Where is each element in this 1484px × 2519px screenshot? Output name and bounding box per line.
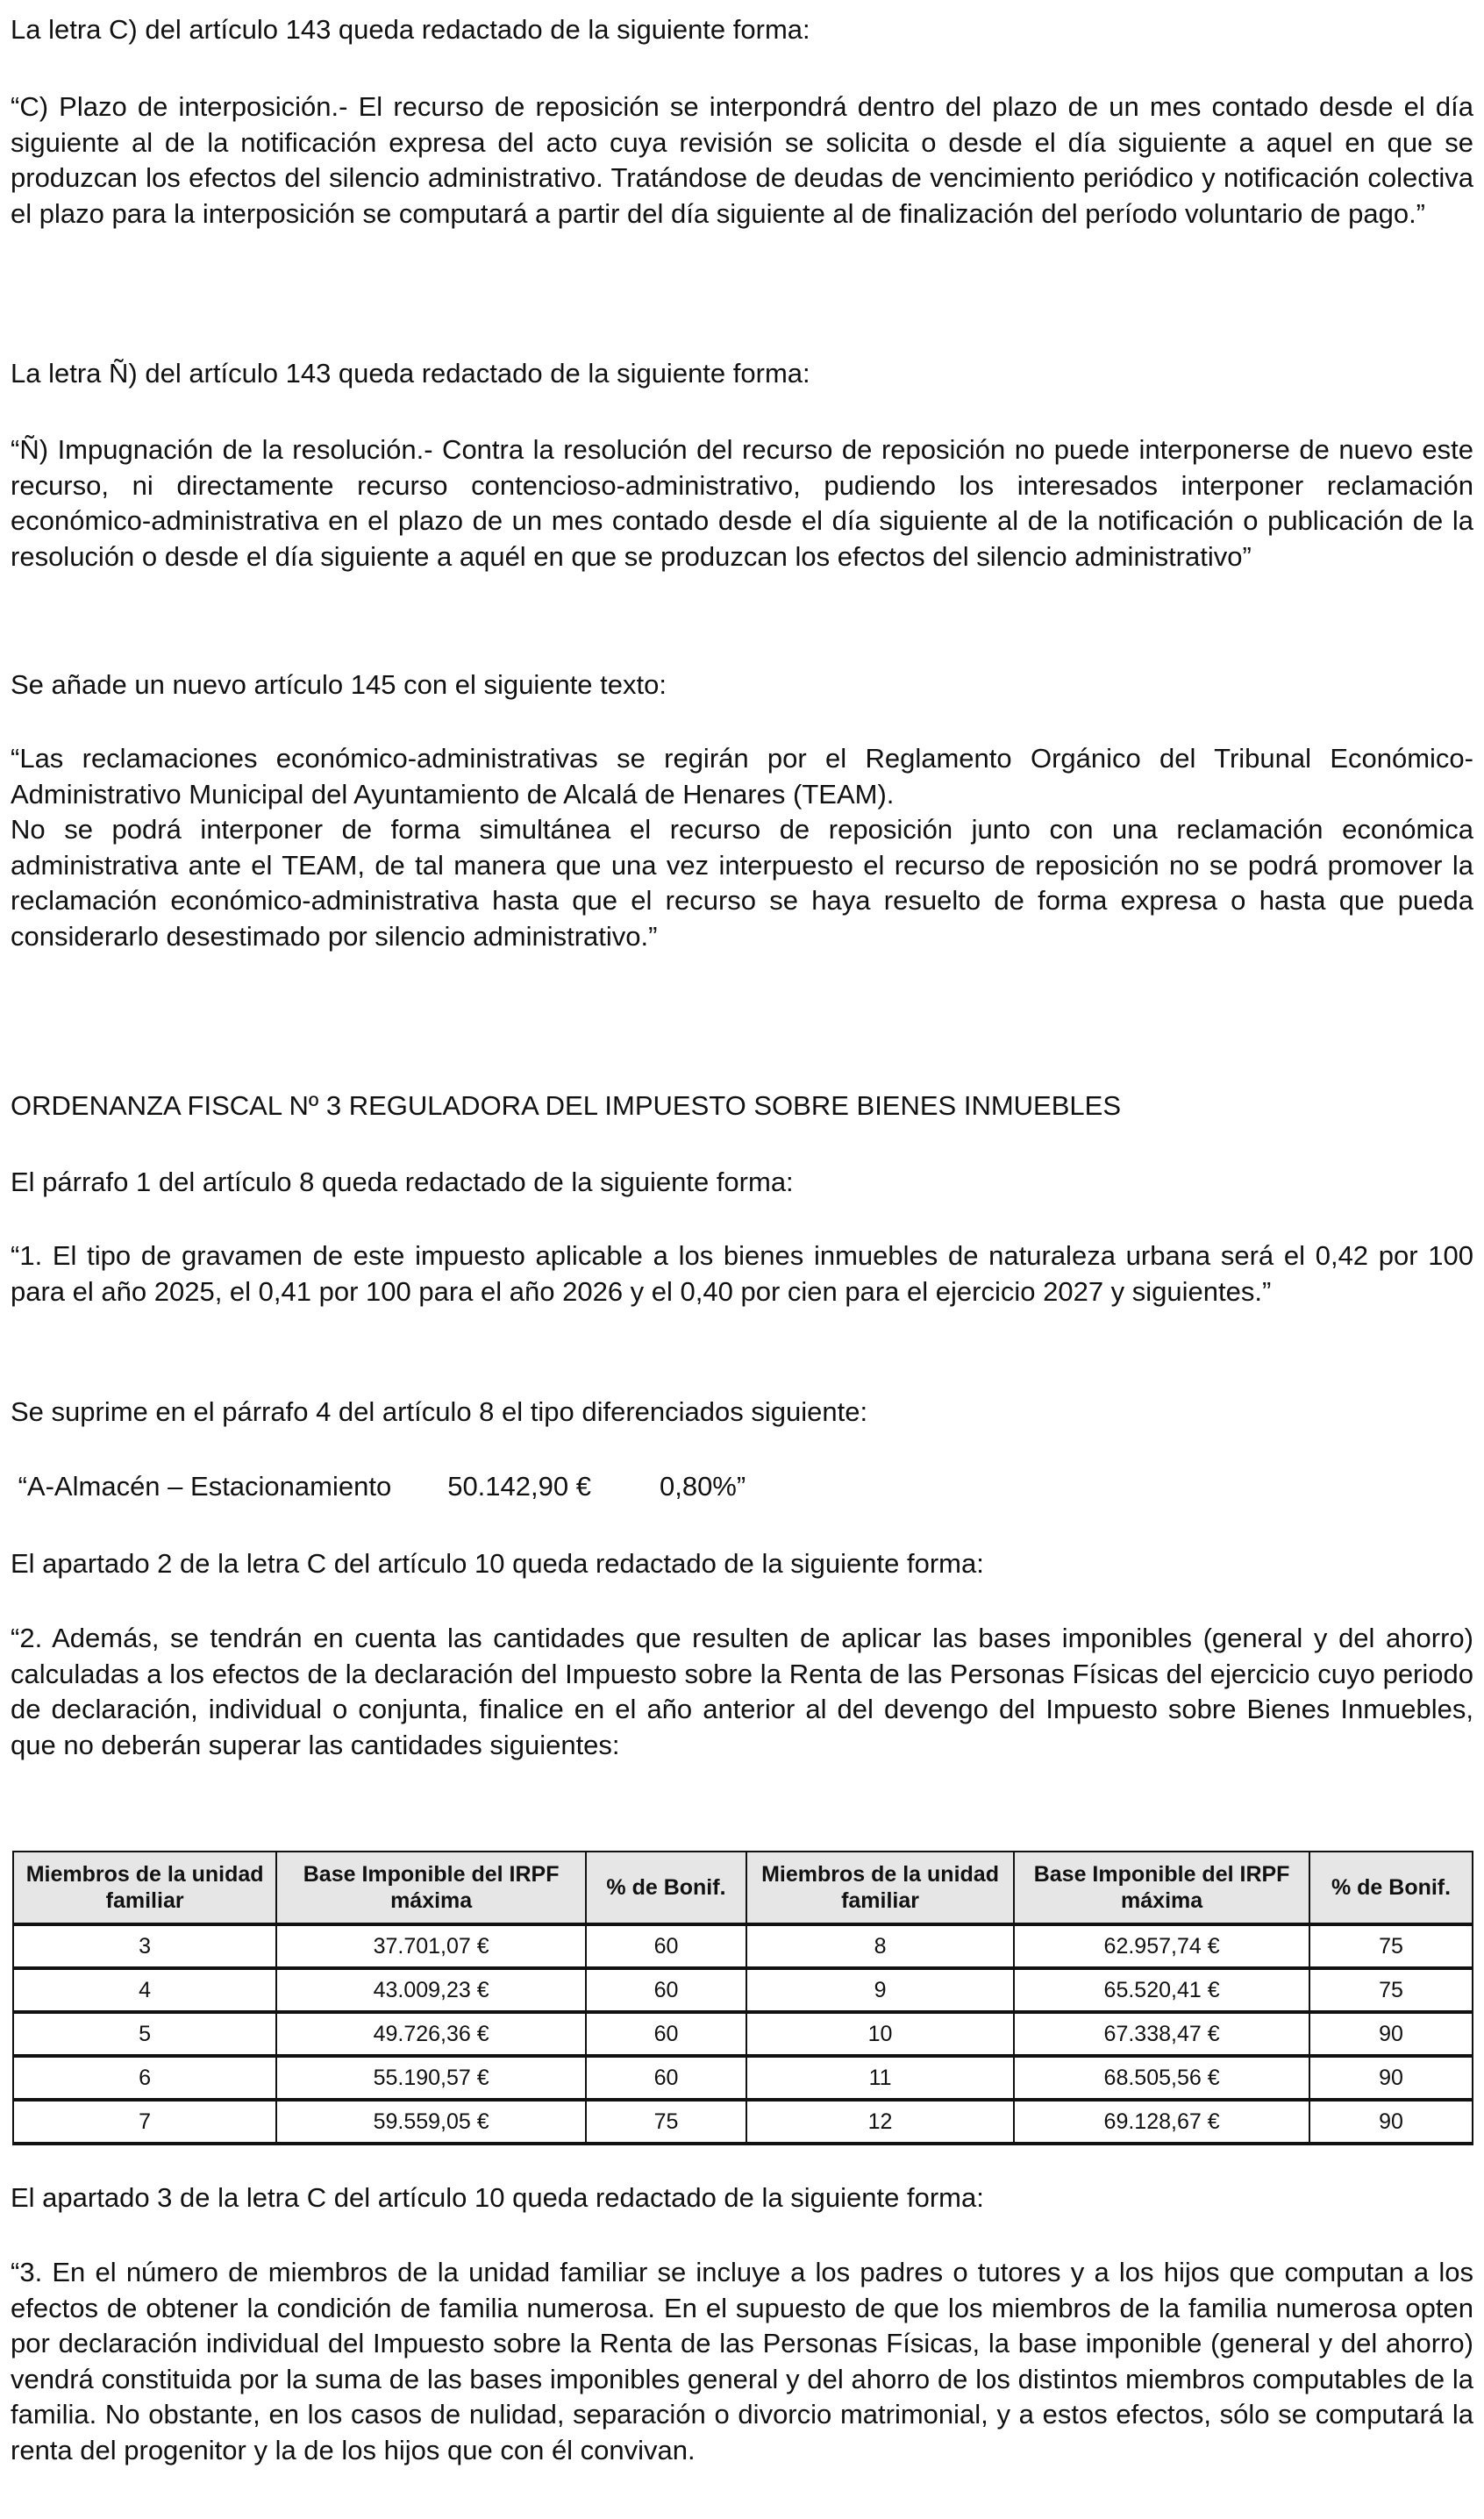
table-row: [13, 1968, 1473, 2012]
paragraph-intro-letra-n: La letra Ñ) del artículo 143 queda redactado de la siguiente forma:: [11, 358, 810, 389]
cell-miembros: 7: [13, 2100, 276, 2144]
cell-miembros: 6: [13, 2056, 276, 2100]
cell-base-imponible: 68.505,56 €: [1014, 2056, 1309, 2100]
almacen-rate: 0,80%”: [659, 1471, 746, 1502]
cell-base-imponible: 43.009,23 €: [276, 1968, 586, 2012]
paragraph-articulo-145: Se añade un nuevo artículo 145 con el siguiente texto:: [11, 669, 667, 700]
cell-miembros: 5: [13, 2012, 276, 2056]
cell-base-imponible: 65.520,41 €: [1014, 1968, 1309, 2012]
paragraph-reclamaciones: “Las reclamaciones económico-administrativas se regirán por el Reglamento Orgánico del Tribunal Económico-Administrativo Municipal del Ayuntamiento de Alcalá de Henares (TEAM).: [11, 743, 1473, 810]
paragraph-intro-apartado2: El apartado 2 de la letra C del artículo 10 queda redactado de la siguiente forma:: [11, 1548, 984, 1579]
cell-miembros: 8: [746, 1924, 1014, 1968]
cell-base-imponible: 55.190,57 €: [276, 2056, 586, 2100]
cell-bonif: 60: [586, 1924, 746, 1968]
cell-bonif: 60: [586, 1968, 746, 2012]
cell-bonif: 90: [1309, 2012, 1473, 2056]
paragraph-intro-art8: El párrafo 1 del artículo 8 queda redactado de la siguiente forma:: [11, 1167, 794, 1197]
almacen-value: 50.142,90 €: [447, 1471, 591, 1502]
table-header-row: [13, 1852, 1473, 1924]
paragraph-almacen: [11, 1469, 1473, 1505]
table-row: [13, 2056, 1473, 2100]
header-bonif: % de Bonif.: [586, 1852, 746, 1924]
table-row: [13, 1924, 1473, 1968]
cell-base-imponible: 49.726,36 €: [276, 2012, 586, 2056]
cell-base-imponible: 69.128,67 €: [1014, 2100, 1309, 2144]
cell-miembros: 10: [746, 2012, 1014, 2056]
cell-bonif: 75: [1309, 1924, 1473, 1968]
cell-bonif: 60: [586, 2012, 746, 2056]
section-heading: ORDENANZA FISCAL Nº 3 REGULADORA DEL IMPUESTO SOBRE BIENES INMUEBLES: [11, 1090, 1121, 1121]
cell-miembros: 3: [13, 1924, 276, 1968]
header-miembros: Miembros de la unidad familiar: [13, 1852, 276, 1924]
header-bonif: % de Bonif.: [1309, 1852, 1473, 1924]
paragraph-intro-apartado3: El apartado 3 de la letra C del artículo 10 queda redactado de la siguiente forma:: [11, 2182, 984, 2213]
cell-miembros: 11: [746, 2056, 1014, 2100]
cell-base-imponible: 62.957,74 €: [1014, 1924, 1309, 1968]
almacen-label: “A-Almacén – Estacionamiento: [11, 1471, 392, 1502]
cell-bonif: 60: [586, 2056, 746, 2100]
cell-miembros: 4: [13, 1968, 276, 2012]
paragraph-no-simultanea: No se podrá interponer de forma simultánea el recurso de reposición junto con una reclamación económica administrativa ante el TEAM, de tal manera que una vez interpuesto el recurso de reposición no se podrá promover la reclamación económico-administrativa hasta que el recurso se haya resuelto de forma expresa o hasta que pueda considerarlo desestimado por silencio administrativo.”: [11, 814, 1473, 952]
header-base-imponible: Base Imponible del IRPF máxima: [276, 1852, 586, 1924]
bonification-table: [12, 1851, 1473, 2145]
header-base-imponible: Base Imponible del IRPF máxima: [1014, 1852, 1309, 1924]
cell-base-imponible: 67.338,47 €: [1014, 2012, 1309, 2056]
paragraph-tipo-gravamen: “1. El tipo de gravamen de este impuesto aplicable a los bienes inmuebles de naturaleza urbana será el 0,42 por 100 para el año 2025, el 0,41 por 100 para el año 2026 y el 0,40 por cien para el ejercicio 2027 y siguientes.”: [11, 1240, 1473, 1307]
cell-bonif: 75: [586, 2100, 746, 2144]
cell-bonif: 90: [1309, 2056, 1473, 2100]
cell-miembros: 9: [746, 1968, 1014, 2012]
header-miembros: Miembros de la unidad familiar: [746, 1852, 1014, 1924]
cell-bonif: 75: [1309, 1968, 1473, 2012]
paragraph-plazo-interposicion: “C) Plazo de interposición.- El recurso de reposición se interpondrá dentro del plazo de un mes contado desde el día siguiente al de la notificación expresa del acto cuya revisión se solicita o desde el día siguiente a aquel en que se produzcan los efectos del silencio administrativo. Tratándose de deudas de vencimiento periódico y notificación colectiva el plazo para la interposición se computará a partir del día siguiente al de finalización del período voluntario de pago.”: [11, 91, 1473, 229]
paragraph-suprime: Se suprime en el párrafo 4 del artículo 8 el tipo diferenciados siguiente:: [11, 1396, 868, 1427]
paragraph-apartado3: “3. En el número de miembros de la unidad familiar se incluye a los padres o tutores y a los hijos que computan a los efectos de obtener la condición de familia numerosa. En el supuesto de que los miembros de la familia numerosa opten por declaración individual del Impuesto sobre la Renta de las Personas Físicas, la base imponible (general y del ahorro) vendrá constituida por la suma de las bases imponibles general y del ahorro de los distintos miembros computables de la familia. No obstante, en los casos de nulidad, separación o divorcio matrimonial, y a estos efectos, sólo se computará la renta del progenitor y la de los hijos que con él convivan.: [11, 2257, 1473, 2465]
paragraph-apartado2: “2. Además, se tendrán en cuenta las cantidades que resulten de aplicar las bases imponibles (general y del ahorro) calculadas a los efectos de la declaración del Impuesto sobre la Renta de las Personas Físicas del ejercicio cuyo periodo de declaración, individual o conjunta, finalice en el año anterior al del devengo del Impuesto sobre Bienes Inmuebles, que no deberán superar las cantidades siguientes:: [11, 1623, 1473, 1760]
table-row: [13, 2012, 1473, 2056]
table-row: [13, 2100, 1473, 2144]
cell-base-imponible: 59.559,05 €: [276, 2100, 586, 2144]
paragraph-impugnacion: “Ñ) Impugnación de la resolución.- Contra la resolución del recurso de reposición no puede interponerse de nuevo este recurso, ni directamente recurso contencioso-administrativo, pudiendo los interesados interponer reclamación económico-administrativa en el plazo de un mes contado desde el día siguiente al de la notificación o publicación de la resolución o desde el día siguiente a aquél en que se produzcan los efectos del silencio administrativo”: [11, 434, 1473, 572]
cell-base-imponible: 37.701,07 €: [276, 1924, 586, 1968]
cell-bonif: 90: [1309, 2100, 1473, 2144]
cell-miembros: 12: [746, 2100, 1014, 2144]
paragraph-intro-letra-c: La letra C) del artículo 143 queda redactado de la siguiente forma:: [11, 14, 810, 45]
